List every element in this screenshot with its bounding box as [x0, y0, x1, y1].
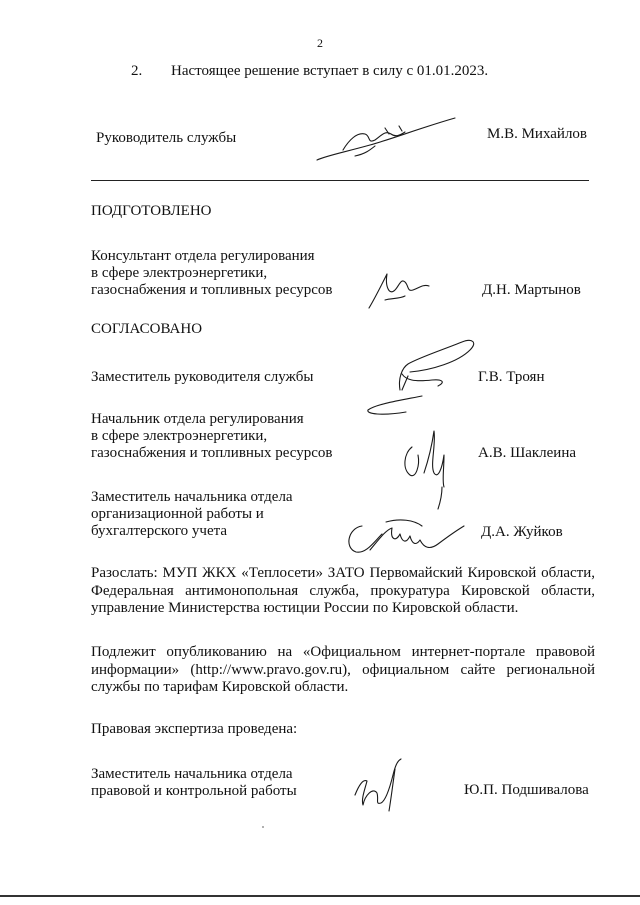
- page-bottom-edge: [0, 895, 640, 897]
- decision-item: [131, 63, 488, 80]
- legal-heading: Правовая экспертиза проведена:: [91, 721, 298, 737]
- scan-speck: [262, 826, 264, 828]
- separator-line: [91, 180, 589, 181]
- signer-name: Д.А. Жуйков: [481, 524, 563, 540]
- agreed-heading: СОГЛАСОВАНО: [91, 321, 203, 337]
- signer-signature: [362, 330, 482, 420]
- head-name: М.В. Михайлов: [487, 126, 588, 142]
- publication-text: Подлежит опубликованию на «Официальном интернет-портале правовой информации» (http://www.pravo.gov.ru), официальном сайте региональной службы по тарифам Кировской области.: [91, 644, 595, 695]
- prepared-heading: ПОДГОТОВЛЕНО: [91, 203, 212, 219]
- legal-name: Ю.П. Подшивалова: [464, 782, 589, 798]
- page-number: 2: [317, 36, 323, 50]
- legal-position: Заместитель начальника отдела правовой и контрольной работы: [91, 766, 297, 799]
- item-number: 2.: [131, 63, 143, 79]
- signer-signature: [398, 425, 458, 515]
- signer-position: Заместитель руководителя службы: [91, 369, 314, 385]
- signer-position: Начальник отдела регулирования в сфере электроэнергетики, газоснабжения и топливных ресурсов: [91, 411, 333, 461]
- prepared-signature: [365, 268, 435, 313]
- prepared-name: Д.Н. Мартынов: [482, 282, 581, 298]
- item-text: Настоящее решение вступает в силу с 01.01.2023.: [171, 63, 489, 79]
- signer-name: А.В. Шаклеина: [478, 445, 577, 461]
- prepared-position: Консультант отдела регулирования в сфере электроэнергетики, газоснабжения и топливных ресурсов: [91, 248, 333, 298]
- signer-position: Заместитель начальника отдела организационной работы и бухгалтерского учета: [91, 489, 293, 539]
- head-signature: [315, 110, 465, 170]
- head-position: Руководитель службы: [96, 130, 237, 146]
- distribution-text: Разослать: МУП ЖКХ «Теплосети» ЗАТО Первомайский Кировской области, Федеральная антимонопольная служба, прокуратура Кировской области, управление Министерства юстиции России по Кировской области.: [91, 565, 595, 616]
- legal-signature: [345, 755, 415, 815]
- signer-name: Г.В. Троян: [478, 369, 545, 385]
- signer-signature: [340, 512, 470, 562]
